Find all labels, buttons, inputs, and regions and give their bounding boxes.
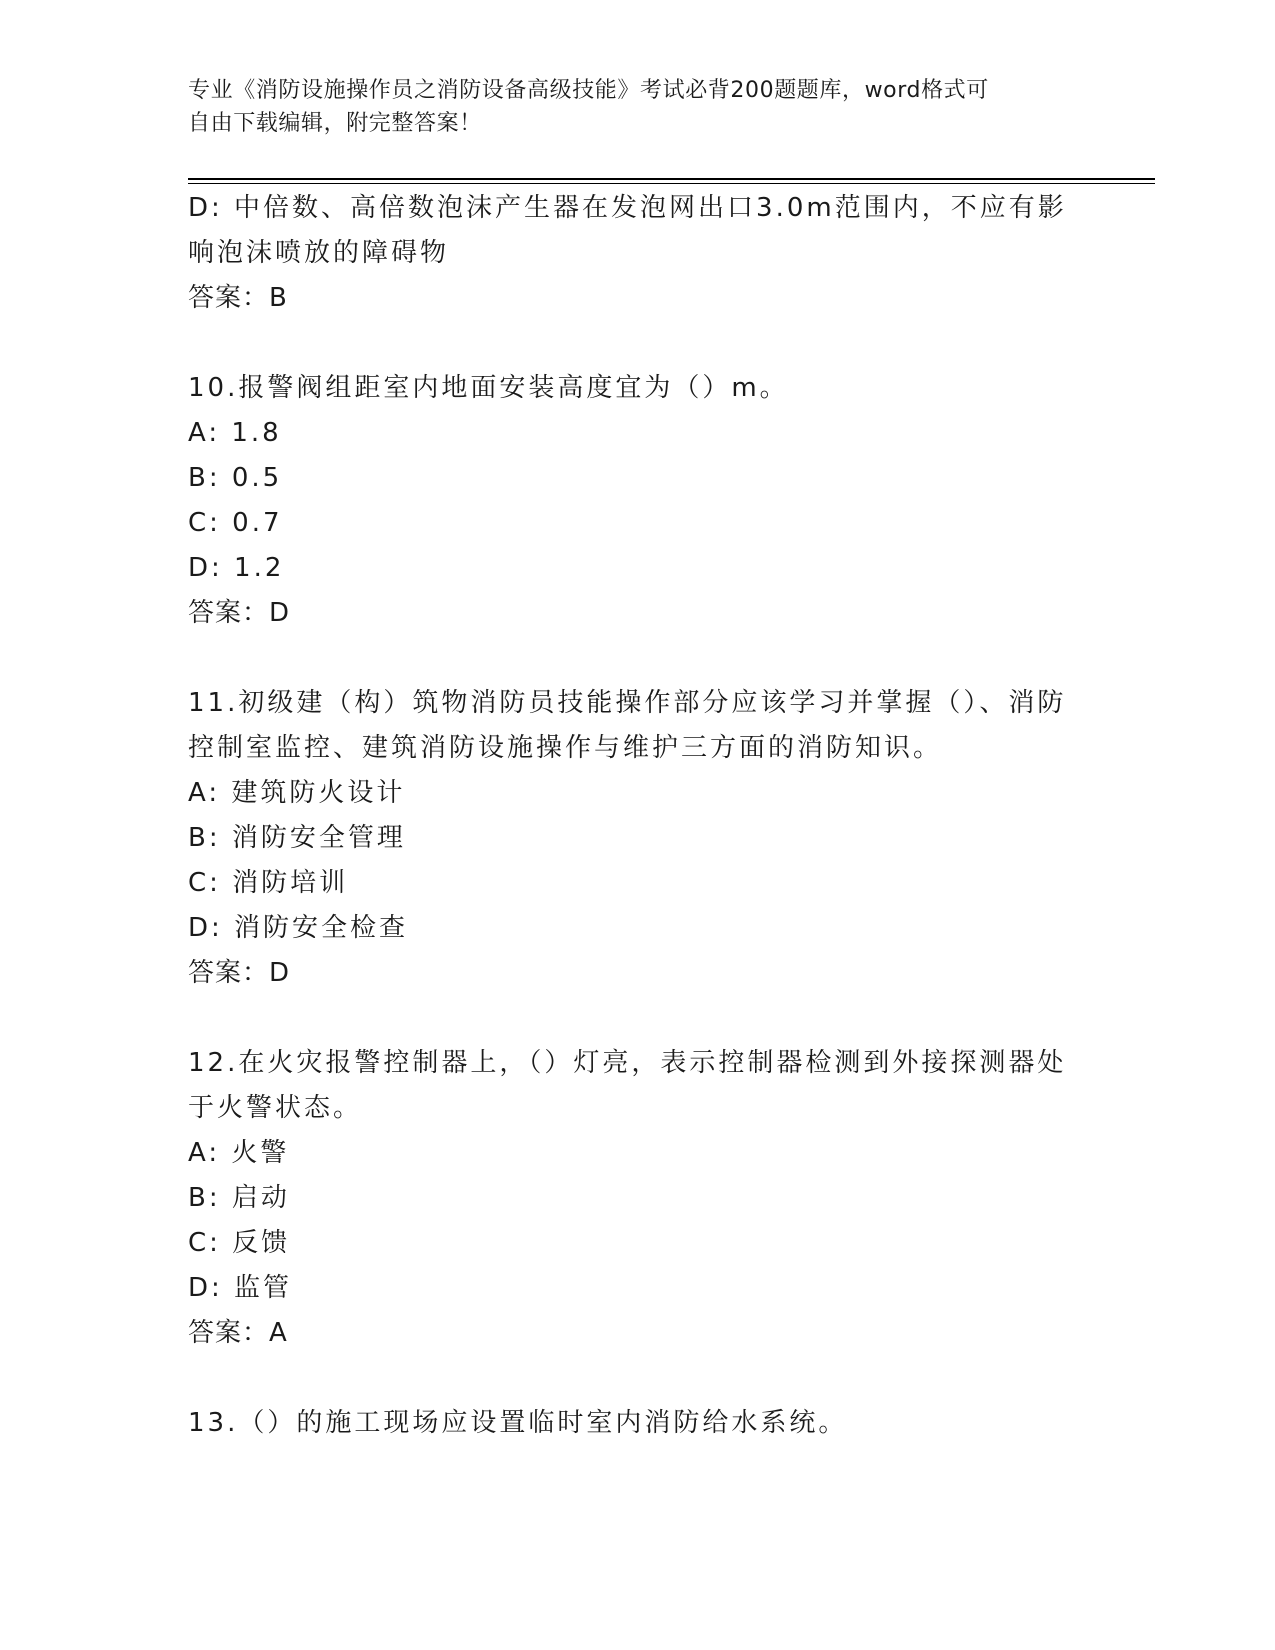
header-line-2: 自由下载编辑，附完整答案！ [188, 111, 482, 136]
question-12 [188, 1041, 1088, 1356]
option-b: B: 消防安全管理 [188, 823, 406, 853]
question-stem-line-2: 于火警状态。 [188, 1093, 363, 1123]
header-divider-thick [188, 178, 1155, 180]
answer-line: 答案：A [188, 1318, 288, 1348]
question-13 [188, 1401, 1088, 1446]
option-c: C: 反馈 [188, 1228, 291, 1258]
option-d-line-2: 响泡沫喷放的障碍物 [188, 238, 450, 268]
question-9-tail [188, 186, 1088, 321]
spacer [188, 636, 1088, 681]
question-stem-line-2: 控制室监控、建筑消防设施操作与维护三方面的消防知识。 [188, 733, 943, 763]
option-d: D: 监管 [188, 1273, 293, 1303]
answer-line: 答案：D [188, 958, 291, 988]
option-d: D: 消防安全检查 [188, 913, 409, 943]
answer-line: 答案：B [188, 283, 288, 313]
option-a: A: 建筑防火设计 [188, 778, 406, 808]
spacer [188, 321, 1088, 366]
option-c: C: 0.7 [188, 508, 283, 538]
spacer [188, 1356, 1088, 1401]
option-b: B: 启动 [188, 1183, 290, 1213]
option-d: D: 1.2 [188, 553, 285, 583]
option-a: A: 1.8 [188, 418, 282, 448]
document-header [188, 74, 1068, 140]
spacer [188, 996, 1088, 1041]
question-stem: 10.报警阀组距室内地面安装高度宜为（）m。 [188, 373, 789, 403]
question-stem: 13.（）的施工现场应设置临时室内消防给水系统。 [188, 1408, 848, 1438]
question-list [188, 186, 1088, 1446]
option-d-line-1: D: 中倍数、高倍数泡沫产生器在发泡网出口3.0m范围内，不应有影 [188, 193, 1067, 223]
question-10 [188, 366, 1088, 636]
header-line-1: 专业《消防设施操作员之消防设备高级技能》考试必背200题题库，word格式可 [188, 78, 989, 103]
answer-line: 答案：D [188, 598, 291, 628]
question-stem-line-1: 12.在火灾报警控制器上，（）灯亮，表示控制器检测到外接探测器处 [188, 1048, 1067, 1078]
question-stem-line-1: 11.初级建（构）筑物消防员技能操作部分应该学习并掌握（）、消防 [188, 688, 1067, 718]
option-a: A: 火警 [188, 1138, 290, 1168]
option-c: C: 消防培训 [188, 868, 349, 898]
question-11 [188, 681, 1088, 996]
option-b: B: 0.5 [188, 463, 283, 493]
header-divider-thin [188, 183, 1155, 184]
